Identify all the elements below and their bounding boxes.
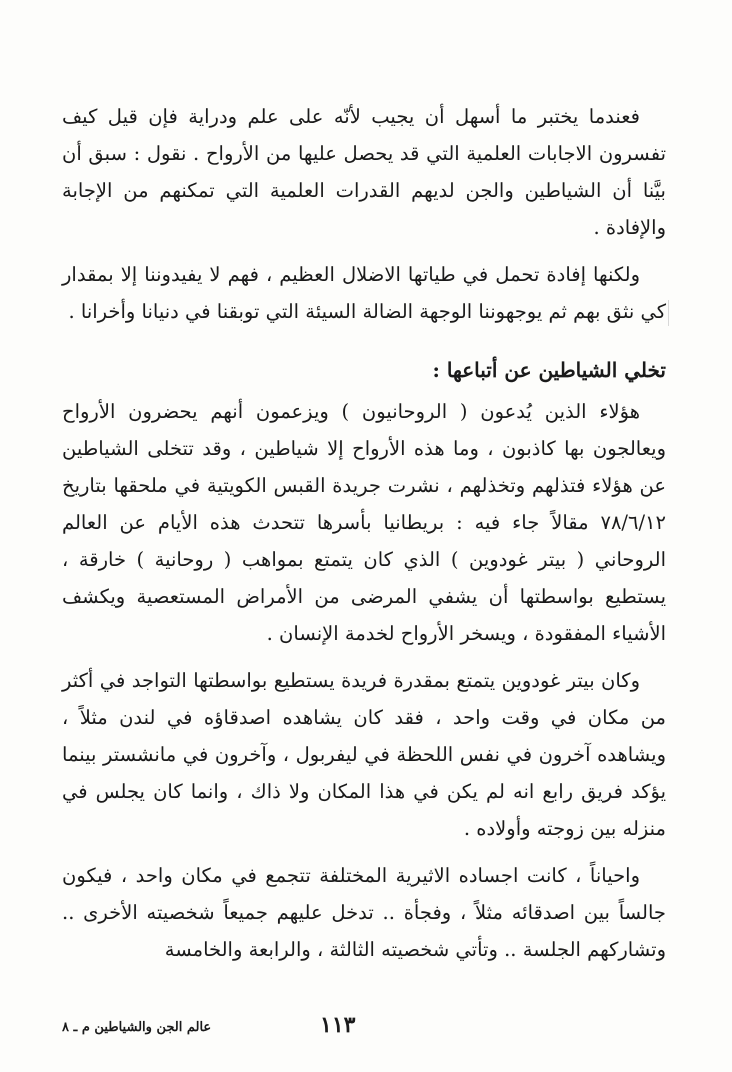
paragraph-2: ولكنها إفادة تحمل في طياتها الاضلال العظيم ، فهم لا يفيدوننا إلا بمقدار كي نثق بهم ثم يوجهوننا الوجهة الضالة السيئة التي توبقنا في دنيانا وأخرانا . [62,263,666,323]
book-title-footer: عالم الجن والشياطين م ـ ٨ [62,1020,212,1035]
paragraph-3: هؤلاء الذين يُدعون ( الروحانيون ) ويزعمون أنهم يحضرون الأرواح ويعالجون بها كاذبون ، وما هذه الأرواح إلا شياطين ، وقد تتخلى الشياطين عن هؤلاء فتذلهم وتخذلهم ، نشرت جريدة القبس الكويتية في ملحقها بتاريخ ٧٨/٦/١٢ مقالاً جاء فيه : بريطانيا بأسرها تتحدث هذه الأيام عن العالم الروحاني ( بيتر غودوين ) الذي كان يتمتع بمواهب ( روحانية ) خارقة ، يستطيع بواسطتها أن يشفي المرضى من الأمراض المستعصية ويكشف الأشياء المفقودة ، ويسخر الأرواح لخدمة الإنسان . [62,400,666,645]
margin-mark [668,300,669,326]
paragraph-4: وكان بيتر غودوين يتمتع بمقدرة فريدة يستطيع بواسطتها التواجد في أكثر من مكان في وقت واحد ، فقد كان يشاهده اصدقاؤه في لندن مثلاً ، ويشاهده آخرون في نفس اللحظة في ليفربول ، وآخرون في مانشستر بينما يؤكد فريق رابع انه لم يكن في هذا المكان ولا ذاك ، وانما كان يجلس في منزله بين زوجته وأولاده . [62,669,666,840]
paragraph-5: واحياناً ، كانت اجساده الاثيرية المختلفة تتجمع في مكان واحد ، فيكون جالساً بين اصدقائه مثلاً ، وفجأة .. تدخل عليهم جميعاً شخصيته الأخرى .. وتشاركهم الجلسة .. وتأتي شخصيته الثالثة ، والرابعة والخامسة [62,864,666,961]
page-footer [62,1012,666,1048]
paragraph-1: فعندما يختبر ما أسهل أن يجيب لأنّه على علم ودراية فإن قيل كيف تفسرون الاجابات العلمية التي قد يحصل عليها من الأرواح . نقول : سبق أن بيَّنا أن الشياطين والجن لديهم القدرات العلمية التي تمكنهم من الإجابة والإفادة . [62,105,666,239]
section-heading: تخلي الشياطين عن أتباعها : [432,358,666,382]
page-body [62,98,666,978]
page-number: ١١٣ [320,1012,356,1038]
